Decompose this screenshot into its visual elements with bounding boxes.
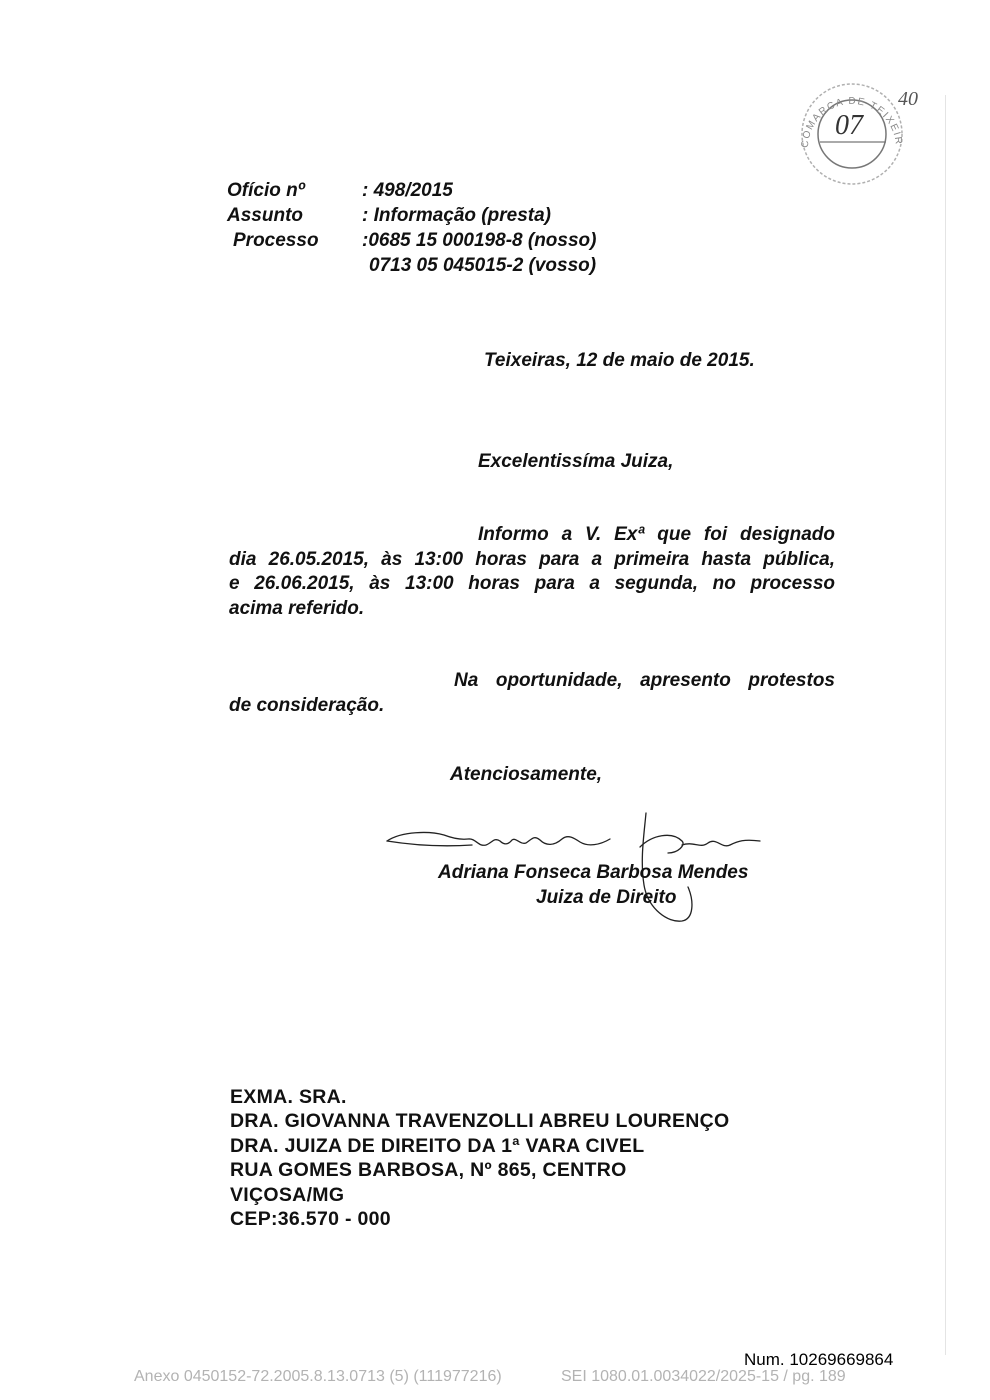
court-stamp	[790, 82, 950, 192]
footer-sei: SEI 1080.01.0034022/2025-15 / pg. 189	[561, 1368, 846, 1385]
address-line: EXMA. SRA.	[230, 1086, 347, 1108]
header-row-oficio	[227, 180, 453, 202]
date-line: Teixeiras, 12 de maio de 2015.	[484, 350, 755, 371]
header-row-processo-vosso	[227, 255, 596, 277]
address-block	[230, 1085, 730, 1231]
paragraph-line: e 26.06.2015, às 13:00 horas para a segunda, no processo	[229, 573, 835, 594]
header-row-processo	[227, 230, 596, 252]
header-value: : Informação (presta)	[362, 205, 551, 226]
paragraph-line: acima referido.	[229, 597, 365, 619]
paragraph-line: Na oportunidade, apresento protestos	[454, 670, 835, 691]
address-line: DRA. JUIZA DE DIREITO DA 1ª VARA CIVEL	[230, 1134, 645, 1157]
header-value: : 498/2015	[362, 180, 453, 201]
page-margin-line	[945, 95, 946, 1355]
body-paragraph-2	[229, 669, 835, 718]
body-paragraph-1	[229, 523, 835, 621]
header-row-assunto	[227, 205, 551, 227]
address-line: RUA GOMES BARBOSA, Nº 865, CENTRO	[230, 1159, 627, 1182]
header-label: Ofício nº	[227, 180, 305, 201]
header-value: :0685 15 000198-8 (nosso)	[362, 230, 597, 251]
document-number: Num. 10269669864	[744, 1350, 894, 1369]
address-line: CEP:36.570 - 000	[230, 1208, 391, 1231]
stamp-sheet-number: 40	[898, 88, 918, 110]
signer-name: Adriana Fonseca Barbosa Mendes	[438, 862, 749, 883]
signer-title: Juiza de Direito	[536, 887, 677, 908]
salutation: Excelentissíma Juiza,	[478, 451, 674, 472]
header-label: Processo	[233, 230, 319, 251]
address-line: VIÇOSA/MG	[230, 1183, 345, 1206]
paragraph-line: de consideração.	[229, 694, 385, 716]
address-line: DRA. GIOVANNA TRAVENZOLLI ABREU LOURENÇO	[230, 1110, 730, 1133]
header-value: 0713 05 045015-2 (vosso)	[369, 255, 597, 276]
stamp-page-number: 07	[835, 110, 863, 141]
header-label: Assunto	[227, 205, 303, 226]
paragraph-line: dia 26.05.2015, às 13:00 horas para a primeira hasta pública,	[229, 548, 835, 570]
paragraph-line: Informo a V. Exª que foi designado	[478, 524, 835, 545]
closing: Atenciosamente,	[450, 764, 603, 785]
court-stamp-seal	[790, 82, 950, 192]
svg-text:COMARCA DE TEIXEIRAS: COMARCA DE TEIXEIR	[799, 95, 905, 149]
footer-anexo: Anexo 0450152-72.2005.8.13.0713 (5) (111977216)	[134, 1368, 502, 1385]
